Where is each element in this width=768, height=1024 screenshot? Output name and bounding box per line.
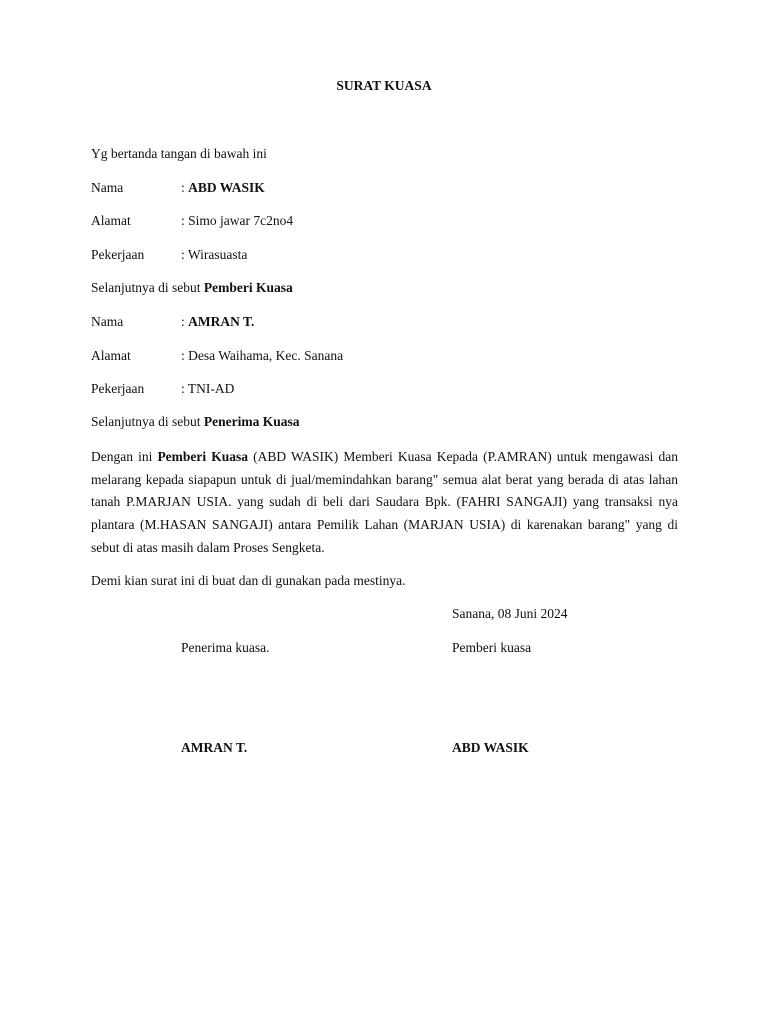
intro-text: Yg bertanda tangan di bawah ini	[91, 146, 267, 161]
giver-name: ABD WASIK	[188, 180, 265, 195]
receiver-name: AMRAN T.	[188, 314, 255, 329]
giver-name-label: Nama	[91, 180, 124, 195]
receiver-job-label: Pekerjaan	[91, 381, 145, 396]
giver-signature-name: ABD WASIK	[452, 740, 529, 755]
giver-address-label: Alamat	[91, 213, 131, 228]
giver-job-value: : Wirasuasta	[181, 247, 248, 262]
receiver-ref-bold: Penerima Kuasa	[203, 414, 300, 429]
receiver-name-value	[181, 313, 254, 331]
body-paragraph	[91, 446, 678, 560]
receiver-address-label: Alamat	[91, 348, 131, 363]
giver-ref-prefix: Selanjutnya di sebut	[91, 280, 204, 295]
giver-address-value: : Simo jawar 7c2no4	[181, 213, 294, 228]
receiver-name-colon: :	[181, 314, 189, 329]
receiver-ref	[91, 413, 299, 431]
place-date: Sanana, 08 Juni 2024	[452, 606, 568, 621]
receiver-name-label: Nama	[91, 314, 124, 329]
giver-ref	[91, 279, 293, 297]
body-prefix: Dengan ini	[91, 449, 158, 464]
receiver-address-value: : Desa Waihama, Kec. Sanana	[181, 348, 344, 363]
giver-name-colon: :	[181, 180, 189, 195]
body-bold: Pemberi Kuasa	[157, 449, 249, 464]
giver-job-label: Pekerjaan	[91, 247, 145, 262]
giver-ref-bold: Pemberi Kuasa	[203, 280, 293, 295]
giver-signature-label: Pemberi kuasa	[452, 640, 532, 655]
document-title: SURAT KUASA	[336, 78, 432, 93]
receiver-signature-name: AMRAN T.	[181, 740, 248, 755]
receiver-ref-prefix: Selanjutnya di sebut	[91, 414, 204, 429]
receiver-job-value: : TNI-AD	[181, 381, 235, 396]
receiver-signature-label: Penerima kuasa.	[181, 640, 270, 655]
giver-name-value	[181, 179, 265, 197]
body-rest: (ABD WASIK) Memberi Kuasa Kepada (P.AMRAN) untuk mengawasi dan melarang kepada siapapun untuk di jual/memindahkan barang" semua alat berat yang berada di atas lahan tanah P.MARJAN USIA. yang sudah di beli dari Saudara Bpk. (FAHRI SANGAJI) yang transaksi nya plantara (M.HASAN SANGAJI) antara Pemilik Lahan (MARJAN USIA) di karenakan barang" yang di sebut di atas masih dalam Proses Sengketa.	[91, 449, 678, 555]
closing-text: Demi kian surat ini di buat dan di gunakan pada mestinya.	[91, 573, 406, 588]
